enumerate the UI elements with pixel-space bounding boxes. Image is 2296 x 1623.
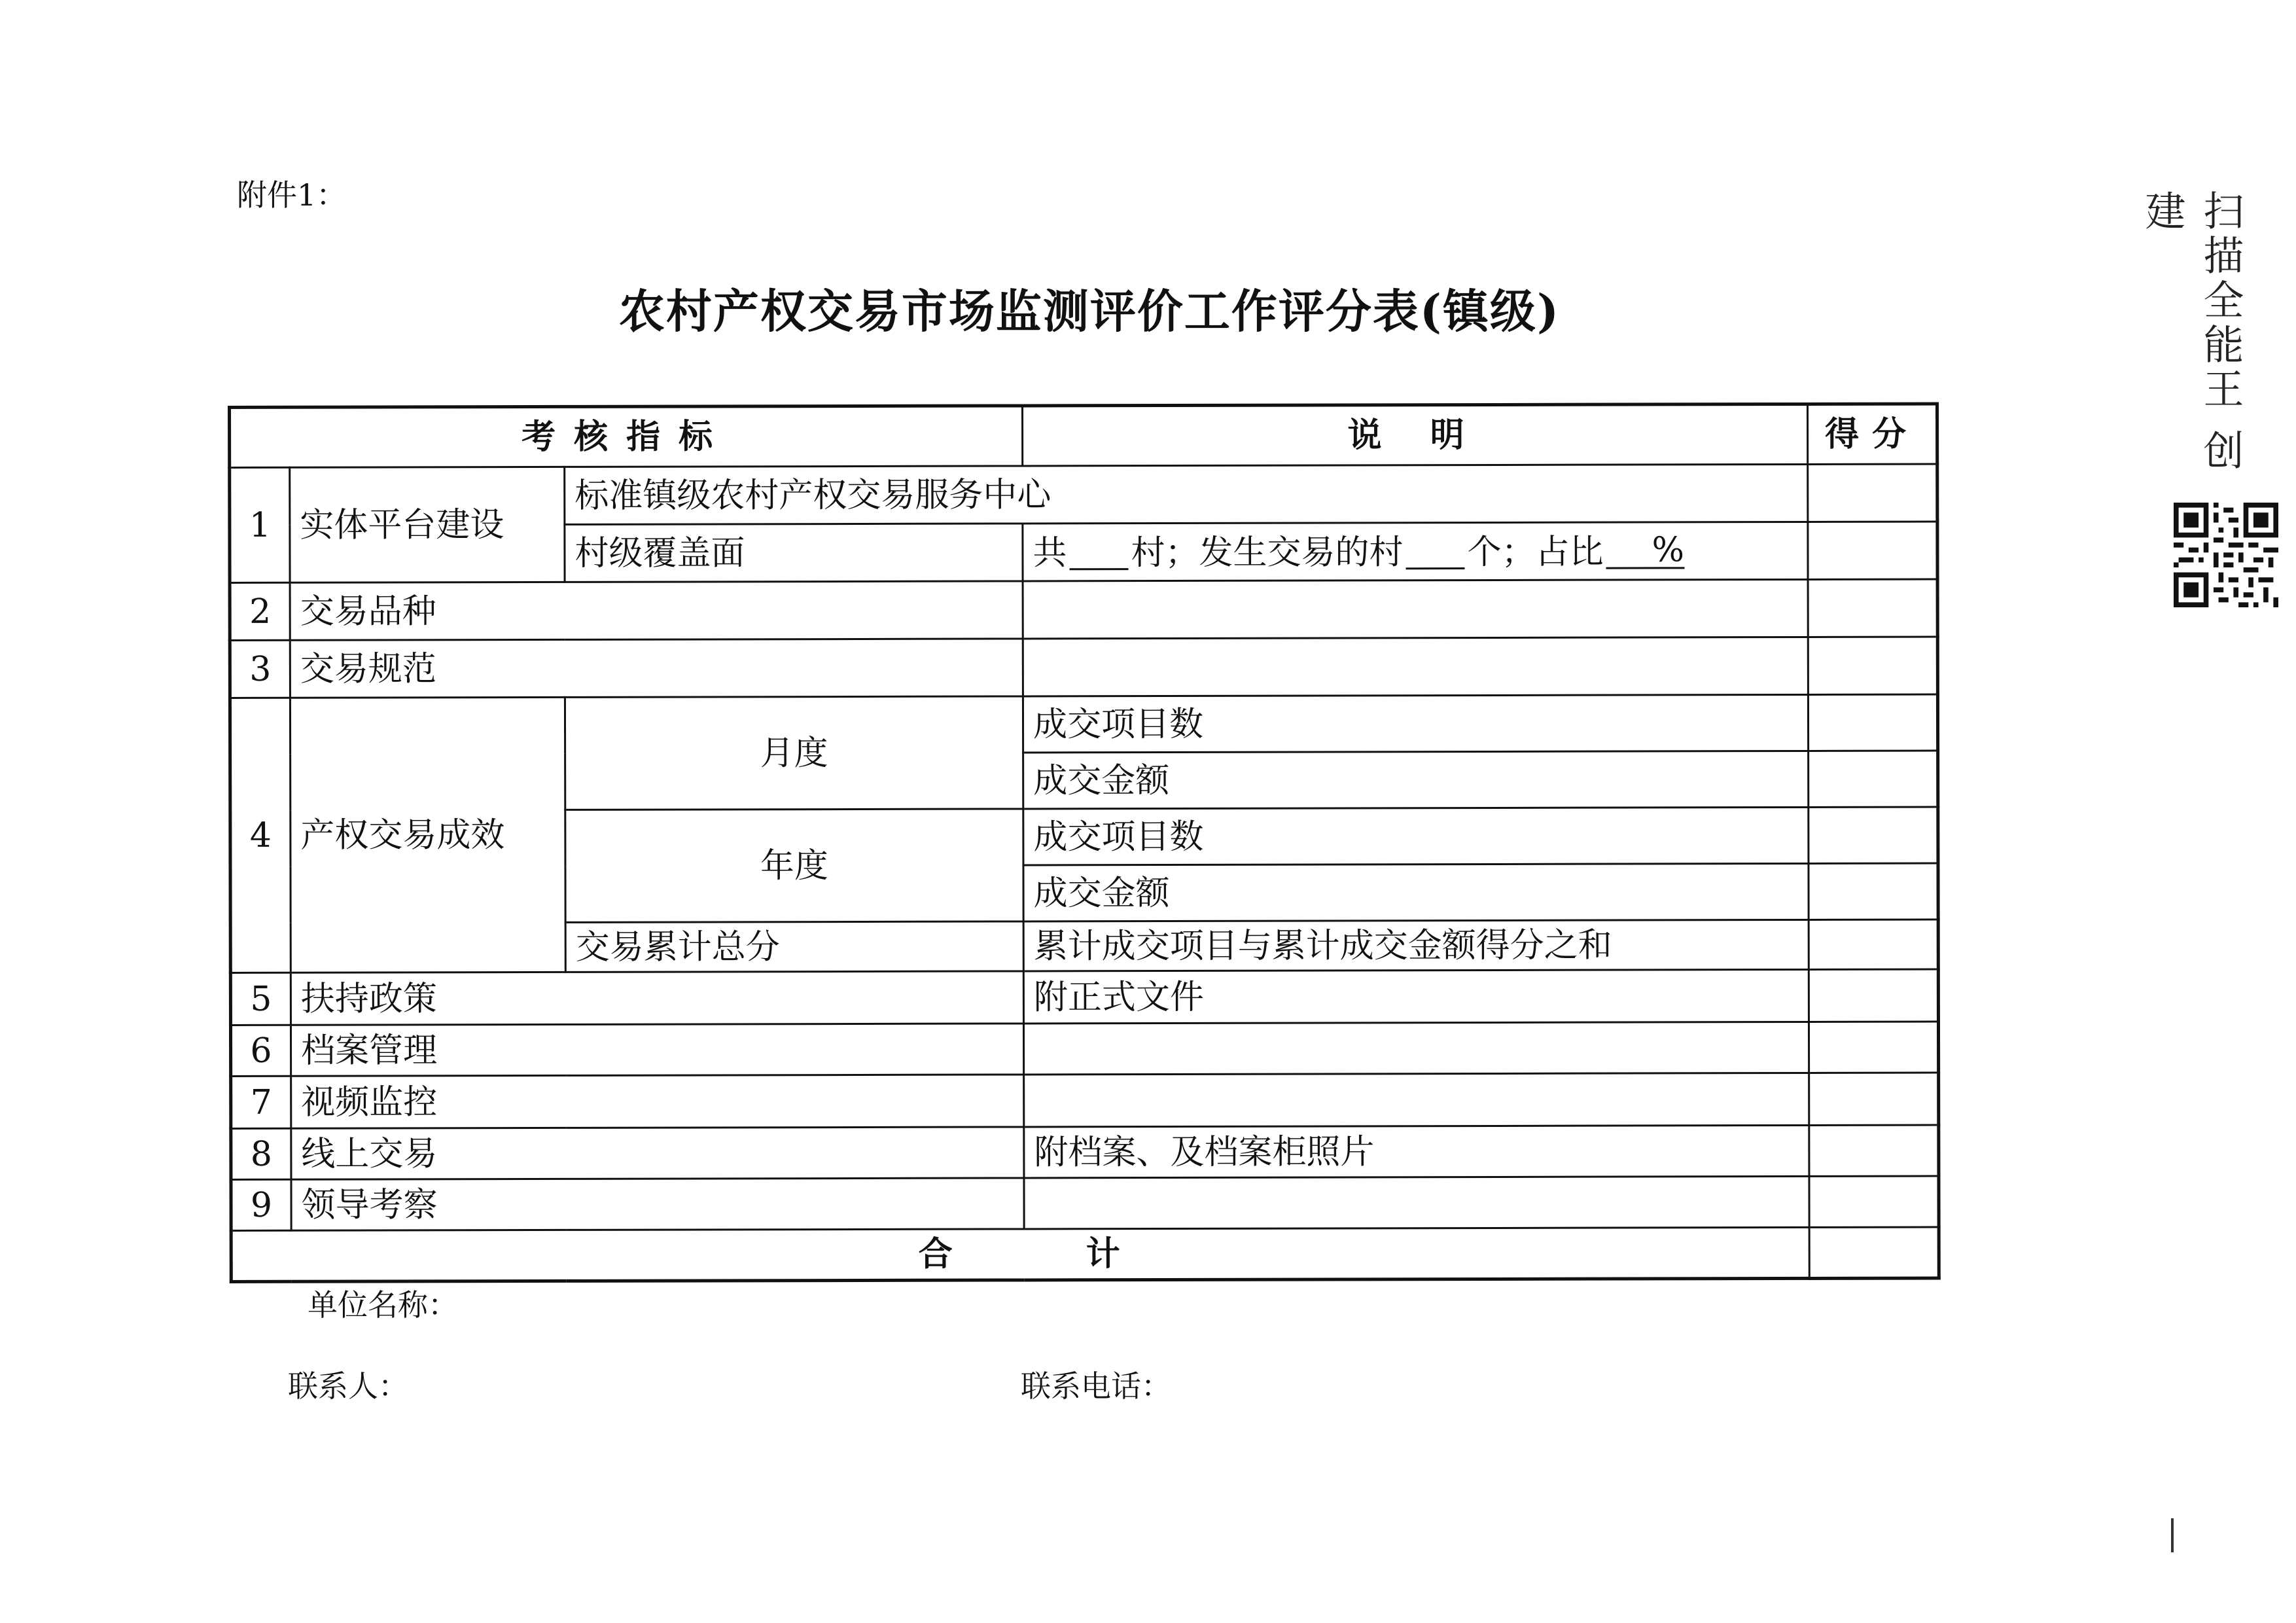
indicator-name: 领导考察 (291, 1178, 1024, 1230)
score-cell (1809, 1073, 1939, 1125)
total-right: 计 (1086, 1234, 1123, 1274)
table-row (230, 694, 1937, 754)
blank-trading-village-count (1406, 543, 1465, 569)
table-row (230, 637, 1937, 698)
score-cell (1808, 637, 1937, 694)
table-row (231, 1176, 1939, 1230)
score-cell (1808, 579, 1937, 637)
note-cell (1023, 579, 1808, 639)
total-score-cell (1809, 1227, 1939, 1278)
period-monthly: 月度 (565, 696, 1023, 810)
row-number: 2 (230, 582, 290, 640)
note-cell (1023, 637, 1808, 696)
period-annual: 年度 (565, 809, 1023, 922)
unit-name-label: 单位名称： (308, 1287, 458, 1323)
header-note: 说 明 (1023, 404, 1808, 466)
indicator-name: 交易品种 (290, 581, 1023, 640)
row-number: 9 (231, 1179, 291, 1230)
score-cell (1809, 969, 1938, 1022)
note-cell (1024, 1073, 1809, 1127)
score-cell (1809, 807, 1938, 863)
indicator-name: 实体平台建设 (290, 467, 565, 582)
table-row (230, 579, 1937, 640)
coverage-text: 村；发生交易的村 (1131, 533, 1404, 573)
table-row (231, 1073, 1939, 1128)
note-cell: 累计成交项目与累计成交金额得分之和 (1023, 919, 1809, 971)
score-cell (1808, 464, 1937, 522)
score-cell (1808, 694, 1937, 751)
table-row (231, 1125, 1939, 1179)
header-score: 得分 (1808, 404, 1937, 464)
indicator-name: 视频监控 (291, 1075, 1024, 1128)
score-cell (1809, 751, 1938, 807)
score-cell (1809, 1125, 1939, 1176)
note-cell (1024, 1176, 1809, 1229)
indicator-name: 扶持政策 (291, 971, 1023, 1025)
row-number: 5 (230, 972, 291, 1025)
table-row (230, 1022, 1938, 1076)
row-number: 1 (230, 467, 290, 582)
annex-label: 附件1： (237, 177, 347, 213)
note-cell: 附档案、及档案柜照片 (1024, 1125, 1809, 1178)
score-cell (1809, 1176, 1939, 1227)
row-number: 6 (230, 1025, 291, 1076)
note-cell: 成交金额 (1023, 751, 1809, 809)
note-cell: 成交项目数 (1023, 807, 1809, 865)
indicator-name: 线上交易 (291, 1127, 1024, 1179)
total-left: 合 (918, 1234, 955, 1274)
scanner-watermark: 扫描全能王 创建 (2138, 190, 2244, 474)
row-number: 3 (230, 640, 290, 698)
total-label (231, 1227, 1809, 1281)
sub-indicator: 标准镇级农村产权交易服务中心 (565, 464, 1808, 524)
coverage-text: 共 (1033, 533, 1067, 573)
indicator-name: 交易规范 (290, 639, 1023, 698)
header-indicator: 考核指标 (230, 406, 1023, 468)
indicator-name: 档案管理 (291, 1024, 1023, 1076)
table-row (230, 464, 1937, 525)
percent-sign: % (1606, 533, 1684, 569)
table-row (230, 969, 1938, 1025)
contact-phone-label: 联系电话： (1021, 1368, 1171, 1404)
score-cell (1808, 522, 1937, 579)
header-row (230, 404, 1937, 467)
score-table (228, 402, 1941, 1283)
qr-code-icon (2174, 503, 2278, 607)
score-cell (1809, 863, 1938, 919)
score-cell (1809, 919, 1938, 969)
blank-village-count (1069, 543, 1128, 570)
note-cell: 附正式文件 (1023, 969, 1809, 1024)
note-cell: 成交项目数 (1023, 694, 1808, 753)
note-cell: 成交金额 (1023, 863, 1809, 921)
row-number: 8 (231, 1128, 291, 1179)
total-row (231, 1227, 1939, 1281)
contact-person-label: 联系人： (288, 1368, 408, 1404)
coverage-text: 个；占比 (1467, 532, 1604, 573)
scan-edge-mark (2171, 1518, 2174, 1552)
note-cell (1024, 1022, 1809, 1075)
row-number: 7 (231, 1076, 291, 1128)
coverage-note (1023, 522, 1808, 581)
row-number: 4 (230, 698, 291, 972)
page-title: 农村产权交易市场监测评价工作评分表(镇级) (618, 284, 1561, 338)
sub-indicator: 村级覆盖面 (565, 524, 1023, 582)
sub-indicator: 交易累计总分 (565, 921, 1023, 972)
indicator-name: 产权交易成效 (290, 697, 565, 972)
score-cell (1809, 1022, 1939, 1073)
